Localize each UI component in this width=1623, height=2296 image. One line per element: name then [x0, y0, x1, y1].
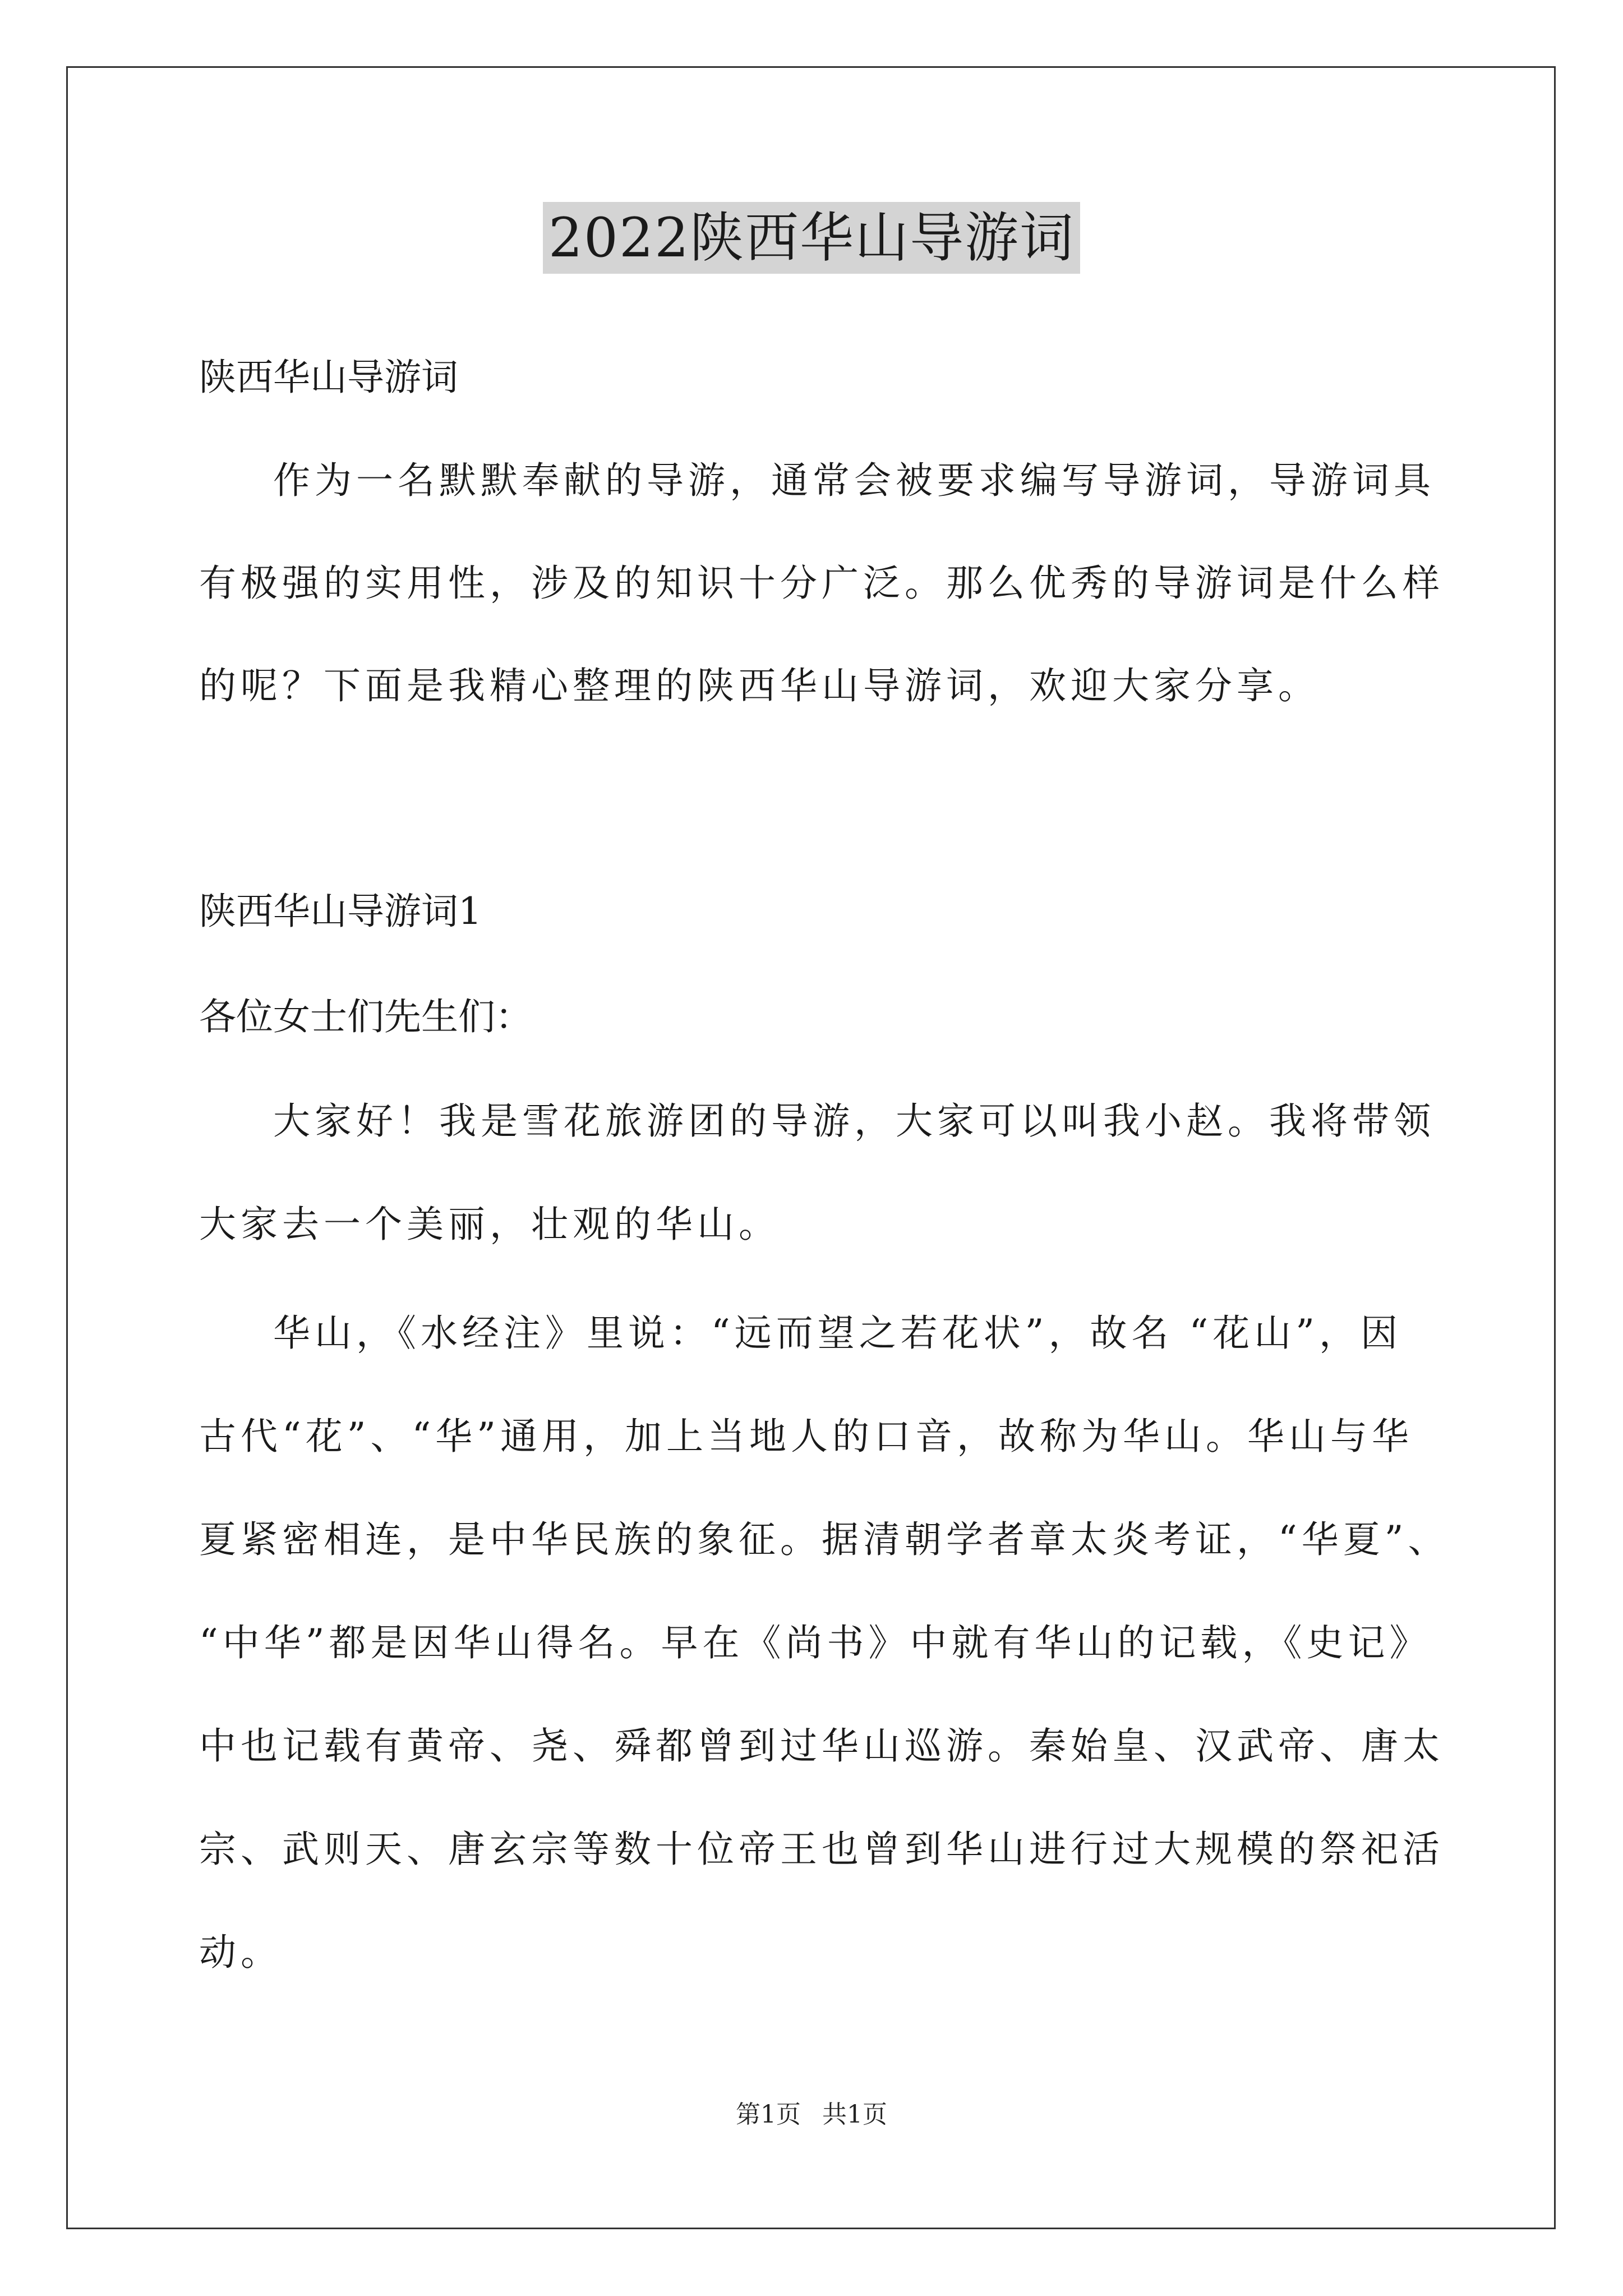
- paragraph-2-line-7: 动。: [199, 1931, 282, 1974]
- paragraph-2-line-2: 古代“花”、“华”通用，加上当地人的口音，故称为华山。华山与华: [199, 1415, 1413, 1458]
- intro-line-3: 的呢？下面是我精心整理的陕西华山导游词，欢迎大家分享。: [199, 664, 1320, 707]
- document-title-text: 2022陕西华山导游词: [543, 202, 1080, 274]
- intro-text: [199, 455, 1444, 711]
- paragraph-1-line-1: 大家好！我是雪花旅游团的导游，大家可以叫我小赵。我将带领: [273, 1099, 1435, 1143]
- document-subtitle: 陕西华山导游词: [199, 356, 458, 399]
- page-footer: [0, 2098, 1623, 2132]
- intro-line-1: 作为一名默默奉献的导游，通常会被要求编写导游词，导游词具: [273, 459, 1435, 502]
- paragraph-2-line-3: 夏紧密相连，是中华民族的象征。据清朝学者章太炎考证，“华夏”、: [199, 1518, 1450, 1561]
- paragraph-1: [199, 1096, 1435, 1250]
- paragraph-2: [199, 1308, 1450, 1978]
- footer-total-pages: 共1页: [822, 2100, 887, 2129]
- document-title: [0, 203, 1623, 273]
- paragraph-2-line-5: 中也记载有黄帝、尧、舜都曾到过华山巡游。秦始皇、汉武帝、唐太: [199, 1724, 1444, 1768]
- greeting-block: [199, 992, 1427, 1042]
- paragraph-2-text: [199, 1308, 1450, 1978]
- paragraph-2-line-6: 宗、武则天、唐玄宗等数十位帝王也曾到华山进行过大规模的祭祀活: [199, 1828, 1444, 1871]
- intro-line-2: 有极强的实用性，涉及的知识十分广泛。那么优秀的导游词是什么样: [199, 562, 1444, 605]
- subtitle-block: [199, 352, 1427, 403]
- paragraph-1-text: [199, 1096, 1435, 1250]
- greeting: 各位女士们先生们：: [199, 995, 532, 1038]
- paragraph-2-line-4: “中华”都是因华山得名。早在《尚书》中就有华山的记载，《史记》: [199, 1621, 1431, 1664]
- footer-page-number: 第1页: [736, 2100, 801, 2129]
- section-heading-block: [199, 886, 1427, 937]
- paragraph-2-line-1: 华山，《水经注》里说：“远而望之若花状”，故名 “花山”，因: [273, 1312, 1402, 1355]
- section-heading: 陕西华山导游词1: [199, 890, 482, 933]
- intro-paragraph: [199, 455, 1444, 711]
- paragraph-1-line-2: 大家去一个美丽，壮观的华山。: [199, 1203, 780, 1246]
